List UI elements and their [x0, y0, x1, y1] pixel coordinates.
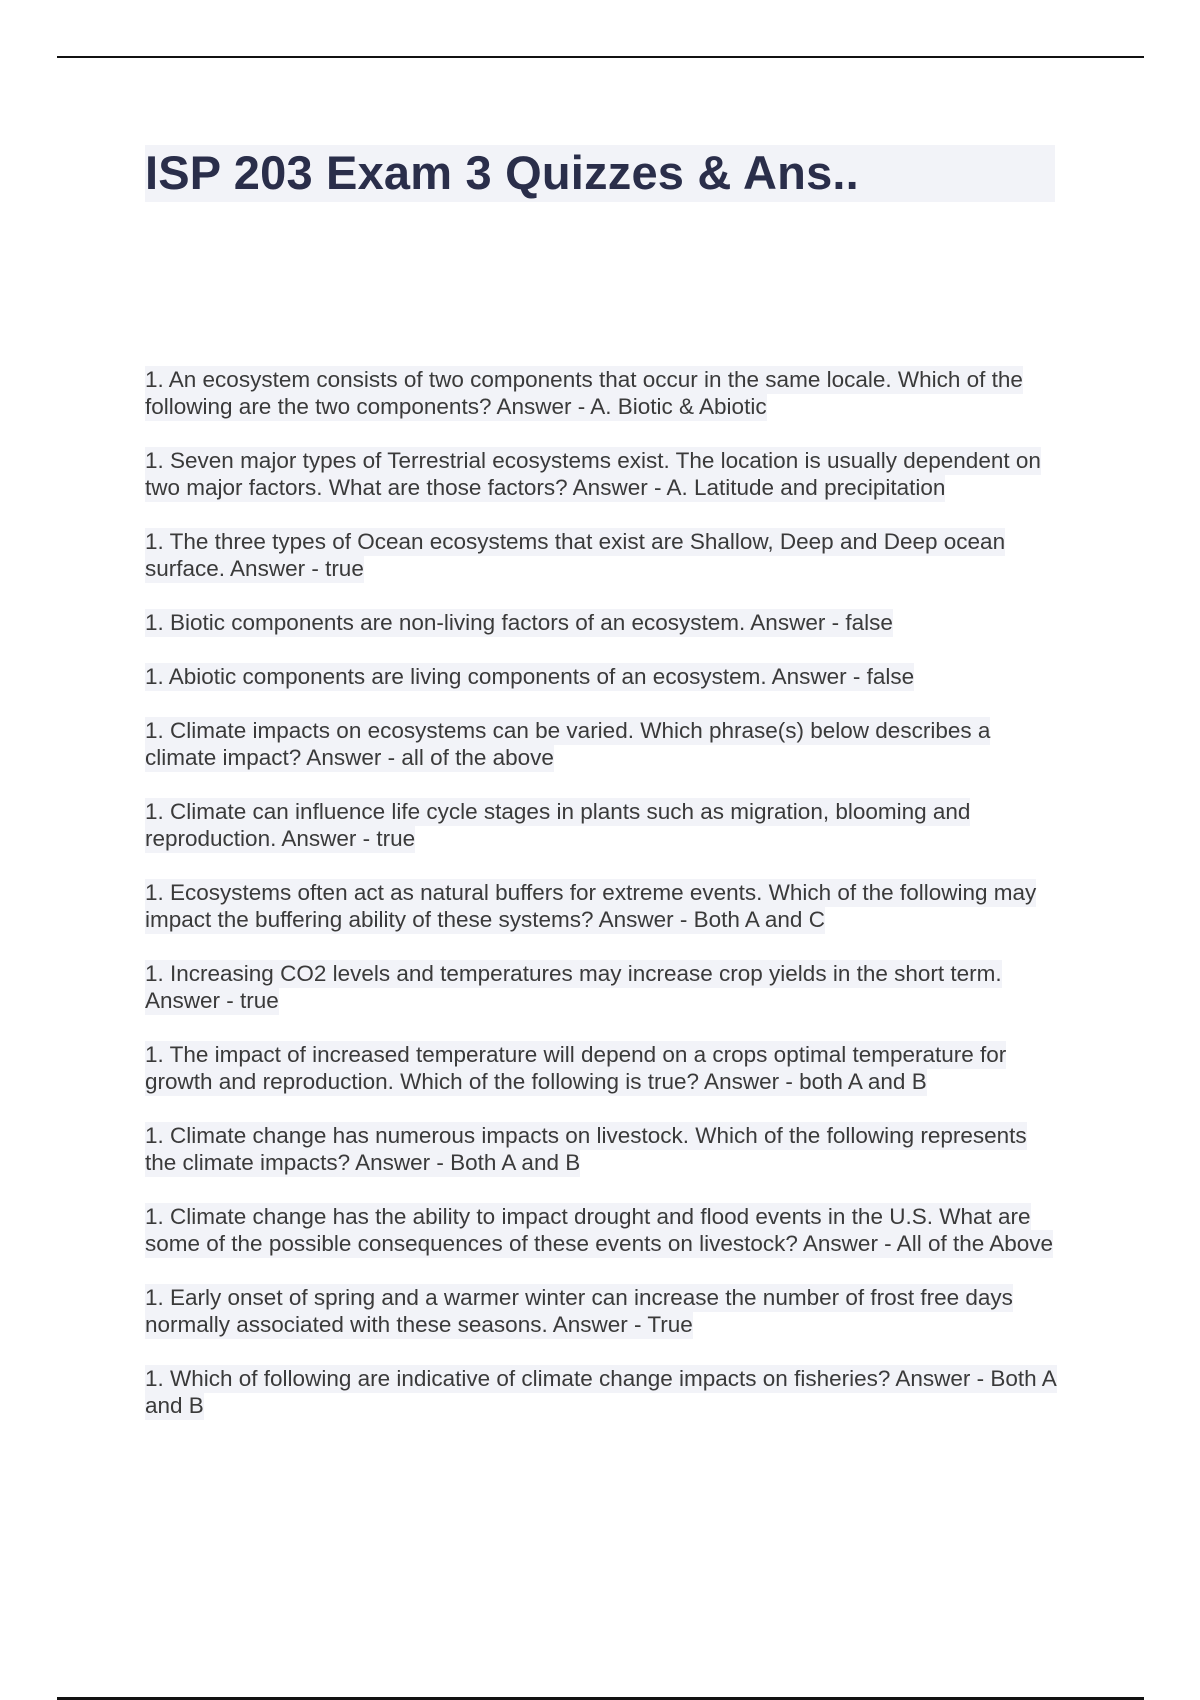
qa-item-7	[145, 798, 1060, 852]
qa-item-2	[145, 447, 1060, 501]
qa-item-9	[145, 960, 1060, 1014]
qa-item-4	[145, 609, 1060, 636]
qa-item-13	[145, 1284, 1060, 1338]
qa-text: 1. The impact of increased temperature will depend on a crops optimal temperature for growth and reproduction. Which of the following is true? Answer - both A and B	[145, 1042, 1007, 1094]
document-title: ISP 203 Exam 3 Quizzes & Ans..	[145, 146, 859, 199]
qa-item-12	[145, 1203, 1060, 1257]
qa-text: 1. Seven major types of Terrestrial ecosystems exist. The location is usually dependent on two major factors. What are those factors? Answer - A. Latitude and precipitation	[145, 448, 1041, 500]
qa-item-6	[145, 717, 1060, 771]
qa-item-3	[145, 528, 1060, 582]
qa-item-8	[145, 879, 1060, 933]
qa-text: 1. Ecosystems often act as natural buffers for extreme events. Which of the following may impact the buffering ability of these systems? Answer - Both A and C	[145, 880, 1037, 932]
qa-text: 1. Abiotic components are living components of an ecosystem. Answer - false	[145, 664, 915, 689]
qa-text: 1. Biotic components are non-living factors of an ecosystem. Answer - false	[145, 610, 893, 635]
qa-text: 1. Increasing CO2 levels and temperatures may increase crop yields in the short term. Answer - true	[145, 961, 1002, 1013]
qa-text: 1. An ecosystem consists of two components that occur in the same locale. Which of the following are the two components? Answer - A. Biotic & Abiotic	[145, 367, 1023, 419]
qa-text: 1. Climate change has the ability to impact drought and flood events in the U.S. What are some of the possible consequences of these events on livestock? Answer - All of the Above	[145, 1204, 1054, 1256]
qa-text: 1. Climate change has numerous impacts on livestock. Which of the following represents the climate impacts? Answer - Both A and B	[145, 1123, 1027, 1175]
top-divider	[57, 56, 1144, 58]
qa-item-10	[145, 1041, 1060, 1095]
qa-text: 1. Early onset of spring and a warmer winter can increase the number of frost free days normally associated with these seasons. Answer - True	[145, 1285, 1013, 1337]
qa-item-14	[145, 1365, 1060, 1419]
qa-item-1	[145, 366, 1060, 420]
qa-text: 1. Climate impacts on ecosystems can be varied. Which phrase(s) below describes a climate impact? Answer - all of the above	[145, 718, 991, 770]
qa-item-5	[145, 663, 1060, 690]
qa-text: 1. The three types of Ocean ecosystems that exist are Shallow, Deep and Deep ocean surface. Answer - true	[145, 529, 1006, 581]
qa-text: 1. Which of following are indicative of climate change impacts on fisheries? Answer - Both A and B	[145, 1366, 1057, 1418]
qa-text: 1. Climate can influence life cycle stages in plants such as migration, blooming and reproduction. Answer - true	[145, 799, 971, 851]
qa-item-11	[145, 1122, 1060, 1176]
qa-list	[145, 366, 1060, 1446]
